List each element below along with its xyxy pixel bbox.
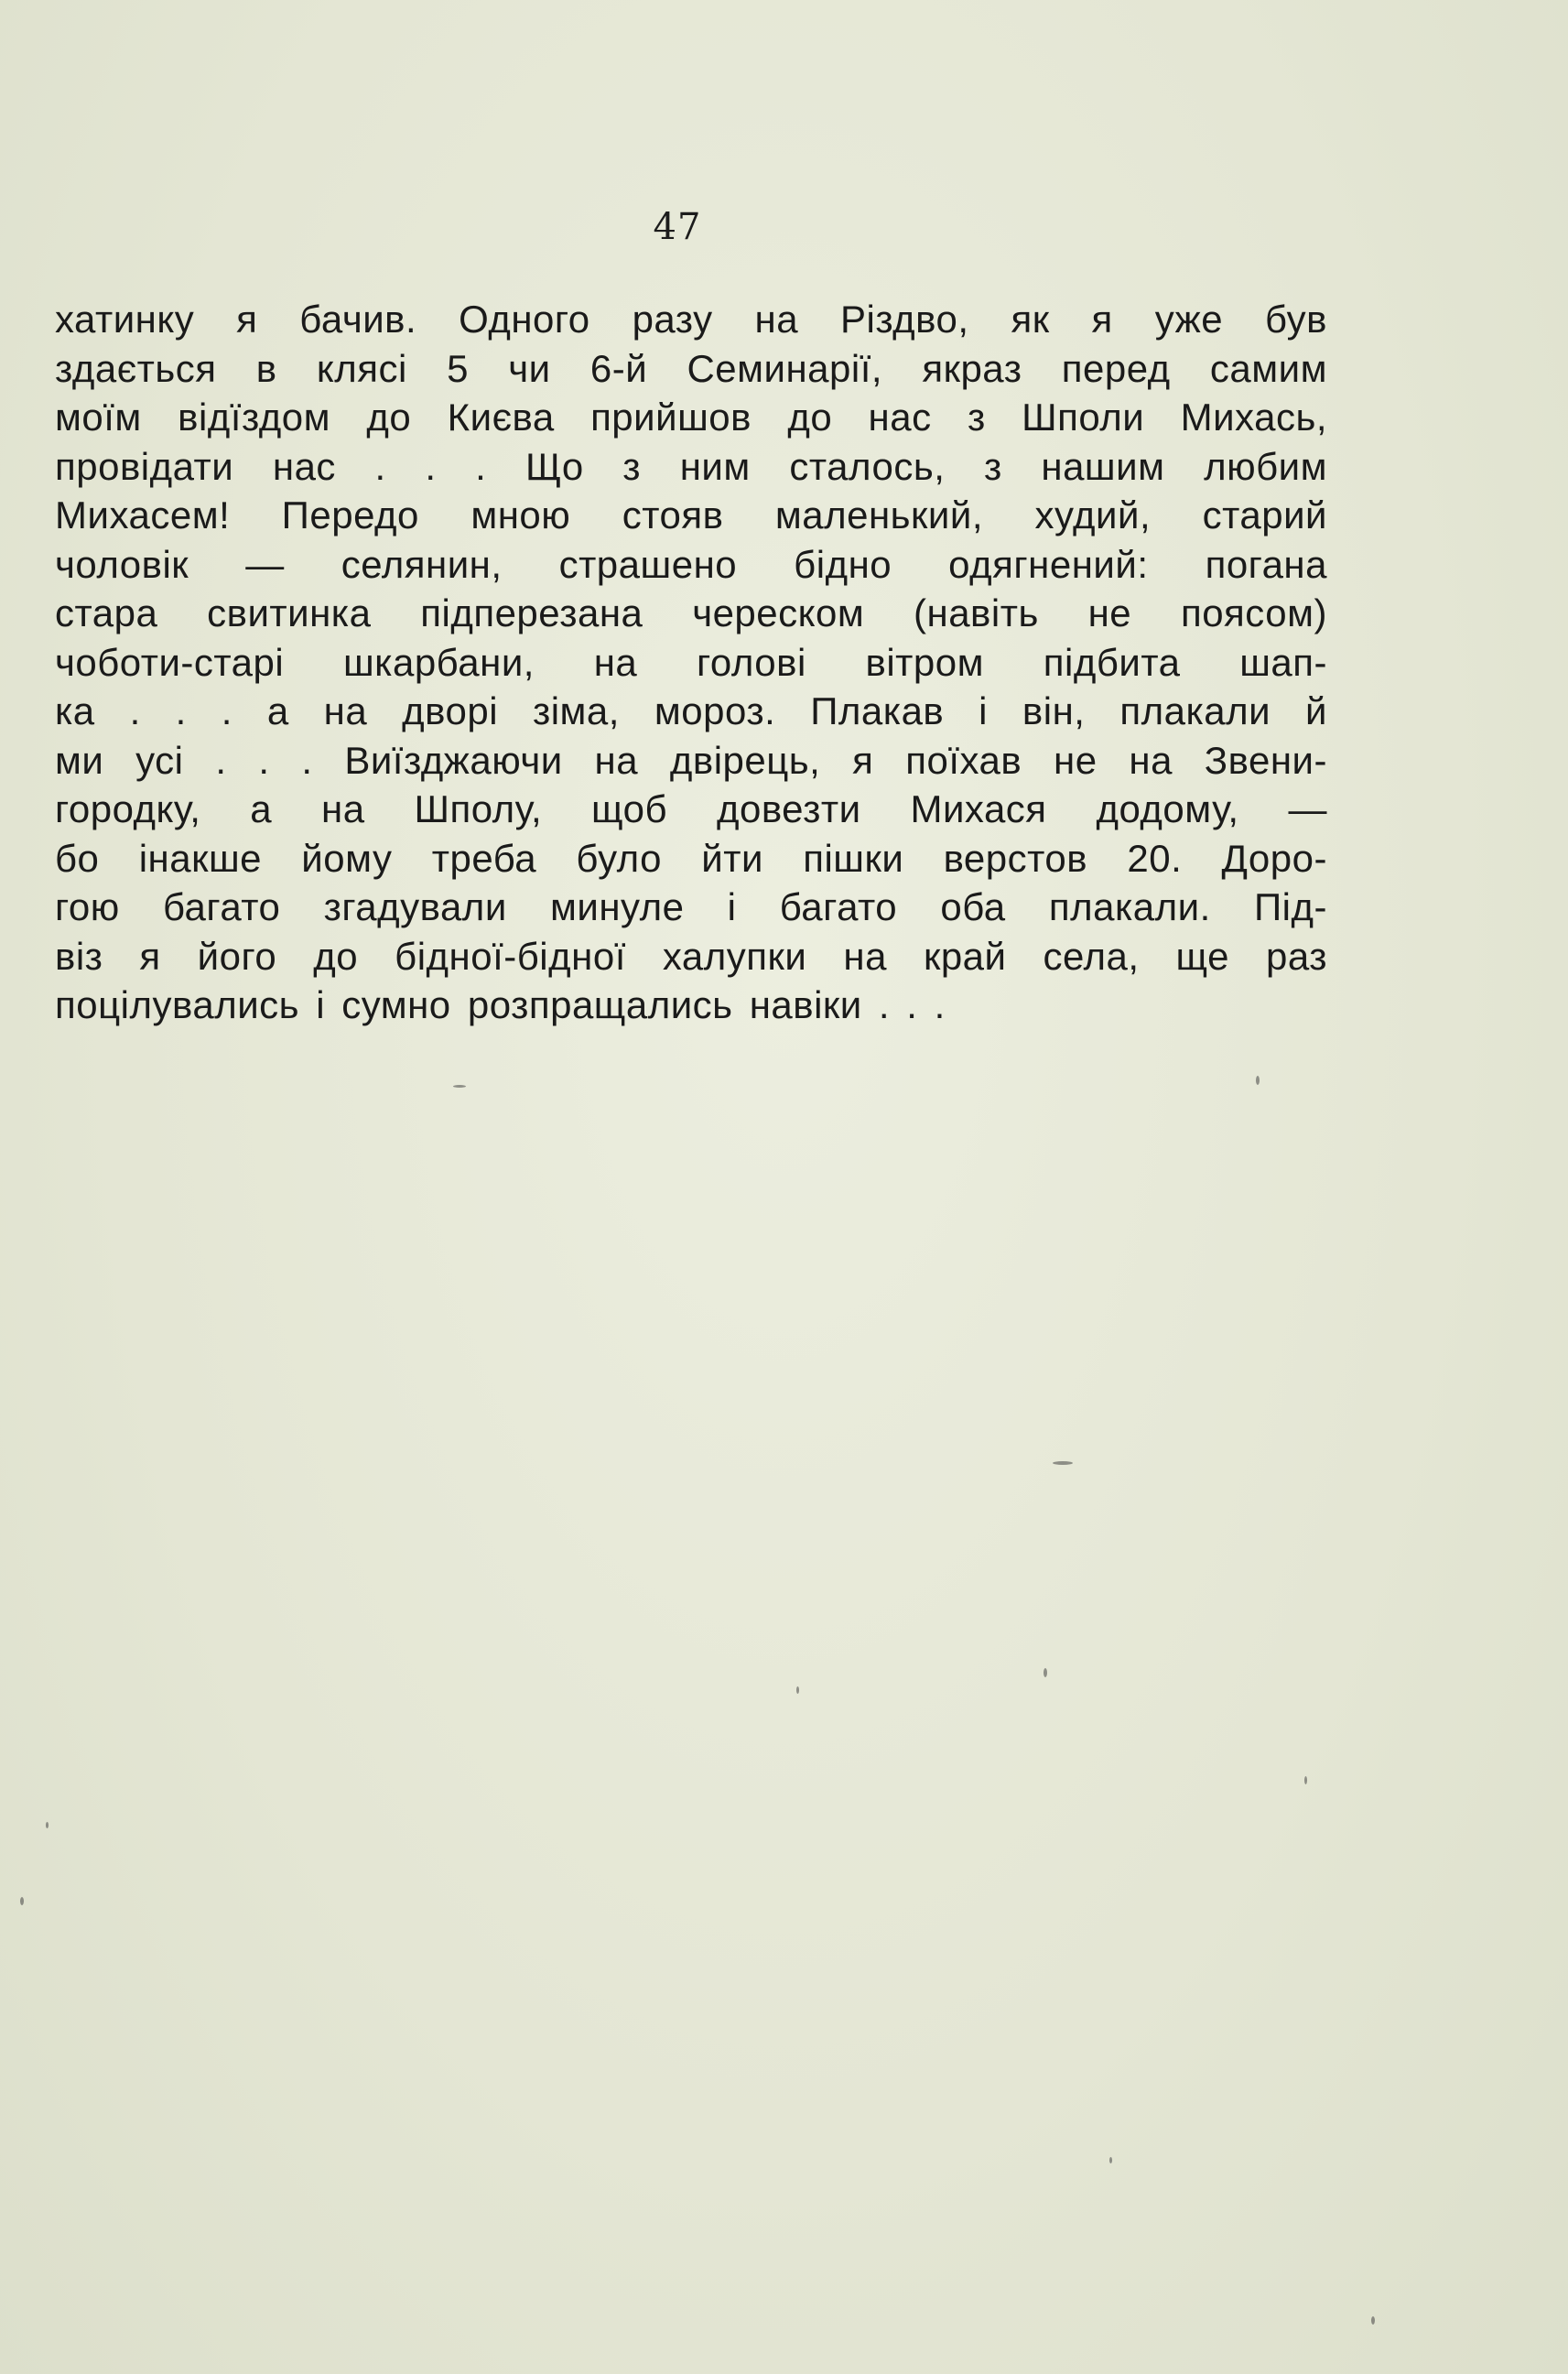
- page-number: 47: [653, 206, 702, 248]
- paper-speck: [1371, 2316, 1375, 2325]
- paper-speck: [20, 1897, 24, 1905]
- paper-speck: [796, 1686, 799, 1694]
- text-line: здається в клясі 5 чи 6-й Семинарії, якраз перед самим: [55, 346, 1327, 390]
- text-line: ми усі . . . Виїзджаючи на двірець, я поїхав не на Звени-: [55, 738, 1327, 782]
- text-line: чоловік — селянин, страшено бідно одягнений: погана: [55, 542, 1327, 586]
- paper-speck: [1256, 1076, 1260, 1085]
- paper-speck: [1044, 1668, 1047, 1677]
- paper-speck: [1053, 1461, 1073, 1465]
- text-line: хатинку я бачив. Одного разу на Різдво, як я уже був: [55, 298, 1327, 341]
- text-line: моїм відїздом до Києва прийшов до нас з Шполи Михась,: [55, 396, 1327, 439]
- body-paragraph: [55, 295, 1327, 1030]
- text-line-last: поцілувались і сумно розпращались навіки . . .: [55, 983, 946, 1026]
- text-line: чоботи-старі шкарбани, на голові вітром підбита шап-: [55, 640, 1327, 684]
- text-line: городку, а на Шполу, щоб довезти Михася додому, —: [55, 787, 1327, 830]
- text-line: бо інакше йому треба було йти пішки верстов 20. Доро-: [55, 836, 1327, 880]
- paper-speck: [453, 1085, 466, 1088]
- text-line: гою багато згадували минуле і багато оба плакали. Під-: [55, 885, 1327, 928]
- paper-speck: [1304, 1776, 1307, 1784]
- paper-speck: [46, 1822, 49, 1828]
- text-line: ка . . . а на дворі зіма, мороз. Плакав і він, плакали й: [55, 689, 1327, 732]
- text-line: стара свитинка підперезана череском (навіть не поясом): [55, 591, 1327, 634]
- text-line: Михасем! Передо мною стояв маленький, худий, старий: [55, 493, 1327, 537]
- paper-speck: [1109, 2157, 1112, 2163]
- text-line: віз я його до бідної-бідної халупки на край села, ще раз: [55, 934, 1327, 978]
- text-line: провідати нас . . . Що з ним сталось, з нашим любим: [55, 444, 1327, 488]
